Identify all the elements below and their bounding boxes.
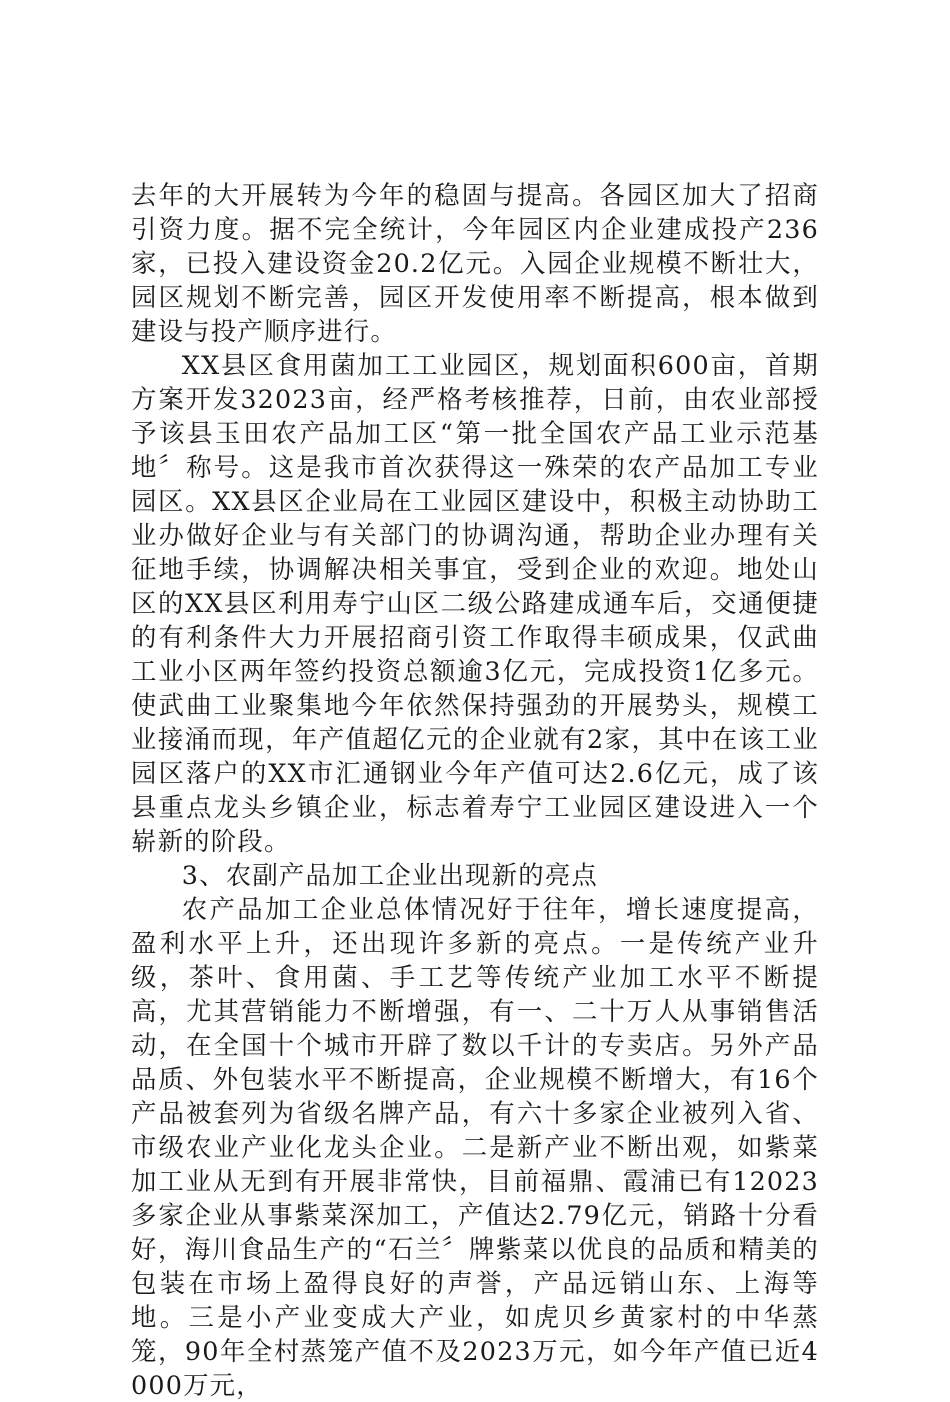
paragraph-processing-highlights: 农产品加工企业总体情况好于往年，增长速度提高，盈利水平上升，还出现许多新的亮点。一是传统产业升级，茶叶、食用菌、手工艺等传统产业加工水平不断提高，尤其营销能力不断增强，有一、二十万人从事销售活动，在全国十个城市开辟了数以千计的专卖店。另外产品品质、外包装水平不断提高，企业规模不断增大，有16个产品被套列为省级名牌产品，有六十多家企业被列入省、市级农业产业化龙头企业。二是新产业不断出观，如紫菜加工业从无到有开展非常快，目前福鼎、霞浦已有12023多家企业从事紫菜深加工，产值达2.79亿元，销路十分看好，海川食品生产的“石兰〞牌紫菜以优良的品质和精美的包装在市场上盈得良好的声誉，产品远销山东、上海等地。三是小产业变成大产业，如虎贝乡黄家村的中华蒸笼，90年全村蒸笼产值不及2023万元，如今年产值已近4000万元， — [131, 894, 819, 1400]
paragraph-industrial-park: XX县区食用菌加工工业园区，规划面积600亩，首期方案开发32023亩，经严格考核推荐，日前，由农业部授予该县玉田农产品加工区“第一批全国农产品工业示范基地〞称号。这是我市首次获得这一殊荣的农产品加工专业园区。XX县区企业局在工业园区建设中，积极主动协助工业办做好企业与有关部门的协调沟通，帮助企业办理有关征地手续，协调解决相关事宜，受到企业的欢迎。地处山区的XX县区利用寿宁山区二级公路建成通车后，交通便捷的有利条件大力开展招商引资工作取得丰硕成果，仅武曲工业小区两年签约投资总额逾3亿元，完成投资1亿多元。使武曲工业聚集地今年依然保持强劲的开展势头，规模工业接涌而现，年产值超亿元的企业就有2家，其中在该工业园区落户的XX市汇通钢业今年产值可达2.6亿元，成了该县重点龙头乡镇企业，标志着寿宁工业园区建设进入一个崭新的阶段。 — [131, 350, 819, 856]
section-heading: 3、农副产品加工企业出现新的亮点 — [181, 860, 599, 890]
document-body — [131, 178, 819, 1402]
paragraph-park-investment: 去年的大开展转为今年的稳固与提高。各园区加大了招商引资力度。据不完全统计，今年园区内企业建成投产236家，已投入建设资金20.2亿元。入园企业规模不断壮大，园区规划不断完善，园区开发使用率不断提高，根本做到建设与投产顺序进行。 — [131, 180, 819, 346]
